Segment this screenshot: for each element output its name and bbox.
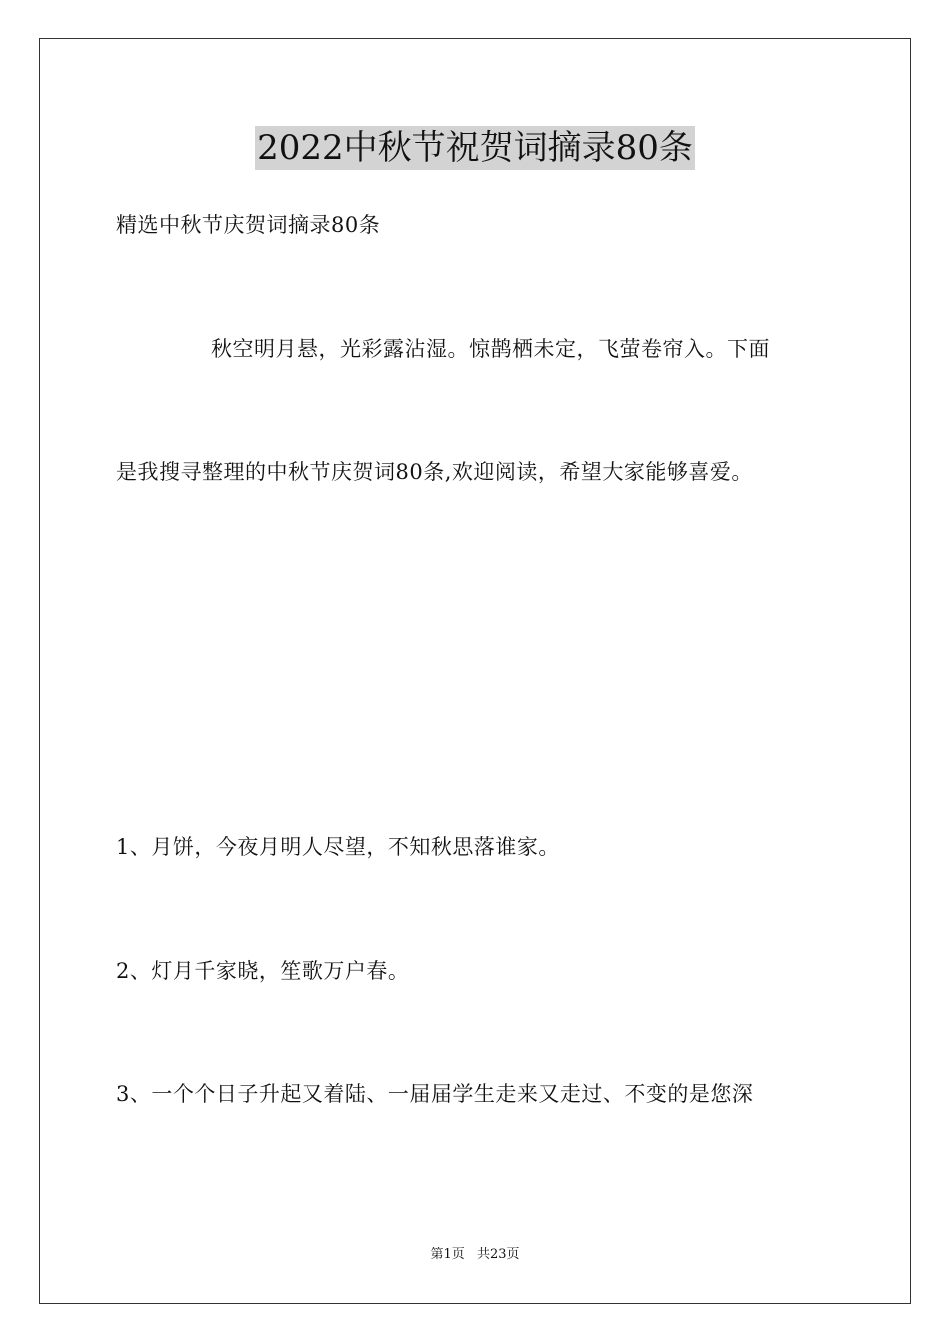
list-item: 3、一个个日子升起又着陆、一届届学生走来又走过、不变的是您深 [116,1082,754,1106]
document-subtitle: 精选中秋节庆贺词摘录80条 [116,213,381,237]
title-container [0,126,950,170]
total-pages: 共23页 [476,1247,520,1262]
intro-paragraph-line-1: 秋空明月悬，光彩露沾湿。惊鹊栖未定，飞萤卷帘入。下面 [211,337,770,361]
page-footer [0,1246,950,1264]
intro-paragraph-line-2: 是我搜寻整理的中秋节庆贺词80条,欢迎阅读，希望大家能够喜爱。 [116,460,753,484]
document-title: 2022中秋节祝贺词摘录80条 [257,128,693,168]
page-number: 第1页 [430,1247,465,1262]
list-item: 2、灯月千家晓，笙歌万户春。 [116,959,410,983]
list-item: 1、月饼，今夜月明人尽望，不知秋思落谁家。 [116,835,560,859]
